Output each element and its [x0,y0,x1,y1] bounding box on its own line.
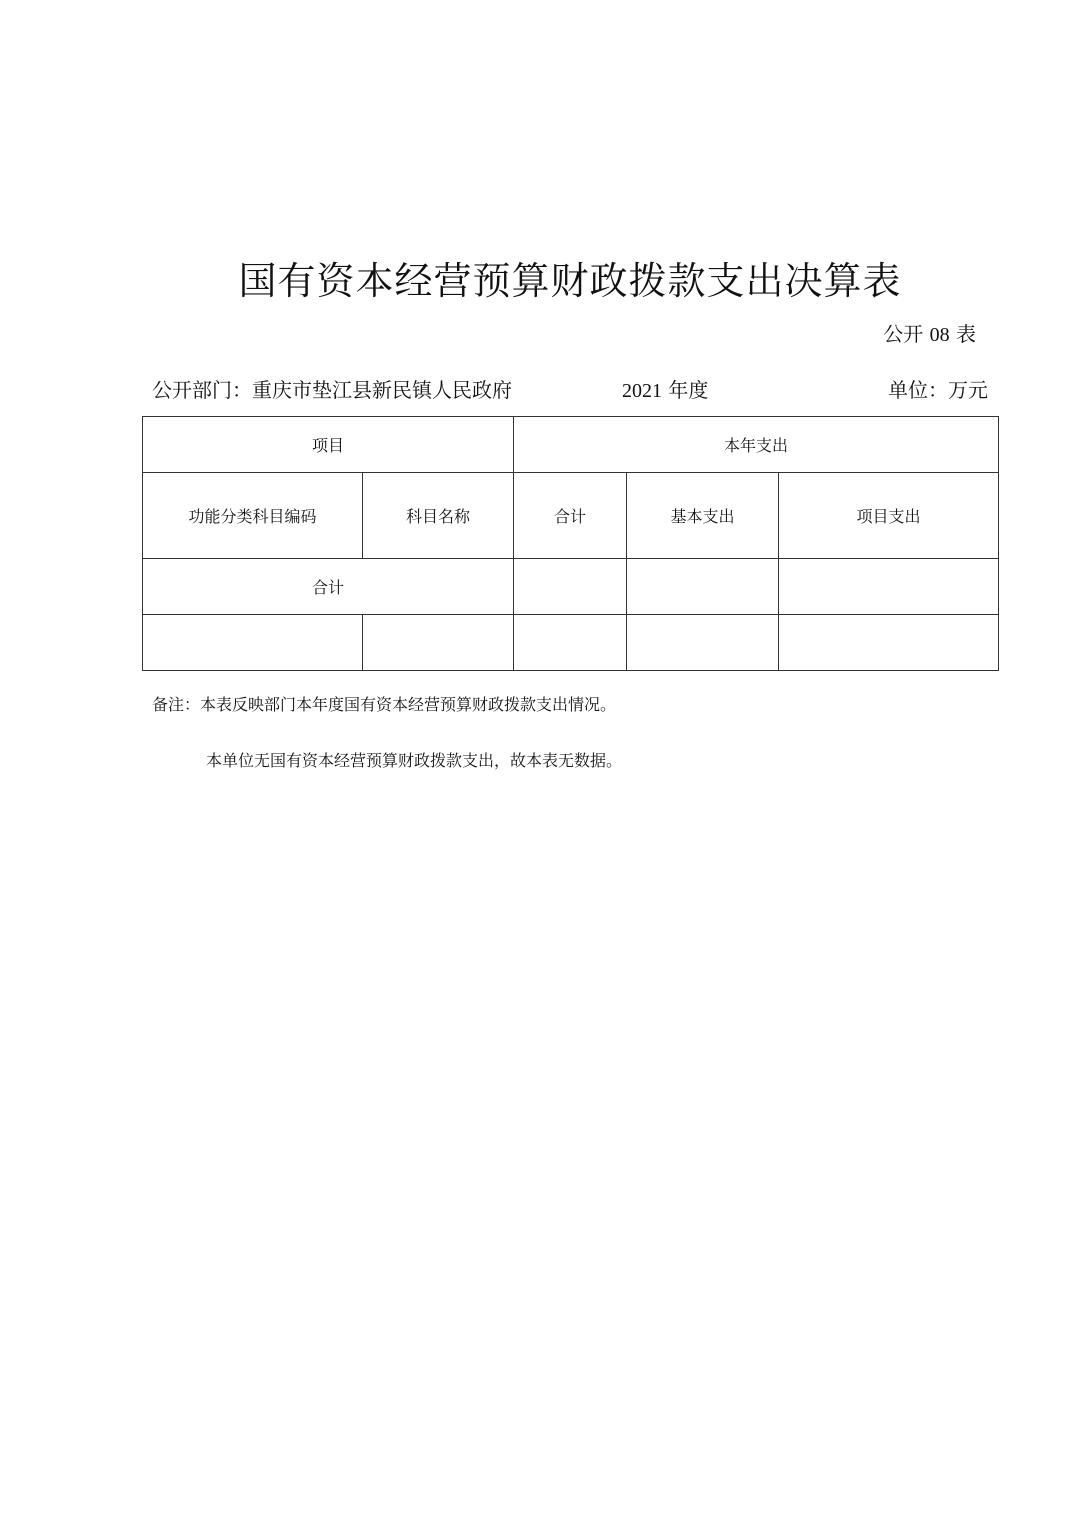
header-basic-expense: 基本支出 [627,473,779,559]
row-function-code [143,615,363,671]
header-item: 项目 [143,417,514,473]
form-number-prefix: 公开 [883,322,924,346]
meta-row [152,374,988,402]
note-line-1: 备注：本表反映部门本年度国有资本经营预算财政拨款支出情况。 [152,695,617,714]
form-number [883,318,976,347]
fiscal-year [622,374,708,403]
fiscal-year-value: 2021 [622,380,662,402]
header-current-year-expense: 本年支出 [514,417,999,473]
unit-label: 单位：万元 [888,378,988,402]
header-function-code: 功能分类科目编码 [143,473,363,559]
row-total [514,615,627,671]
header-project-expense: 项目支出 [779,473,999,559]
form-number-value: 08 [929,324,950,346]
department-label: 公开部门：重庆市垫江县新民镇人民政府 [152,378,512,402]
header-row-1 [143,417,999,473]
form-number-suffix: 表 [956,322,976,346]
row-subject-name [363,615,514,671]
header-row-2 [143,473,999,559]
page-title: 国有资本经营预算财政拨款支出决算表 [238,259,902,303]
header-total: 合计 [514,473,627,559]
row-project-expense [779,615,999,671]
expense-table [142,416,999,671]
header-subject-name: 科目名称 [363,473,514,559]
total-row [143,559,999,615]
total-row-project-expense [779,559,999,615]
total-row-total [514,559,627,615]
row-basic-expense [627,615,779,671]
total-row-label: 合计 [143,559,514,615]
table-row [143,615,999,671]
total-row-basic-expense [627,559,779,615]
fiscal-year-suffix: 年度 [668,378,709,402]
note-line-2: 本单位无国有资本经营预算财政拨款支出，故本表无数据。 [206,751,623,770]
